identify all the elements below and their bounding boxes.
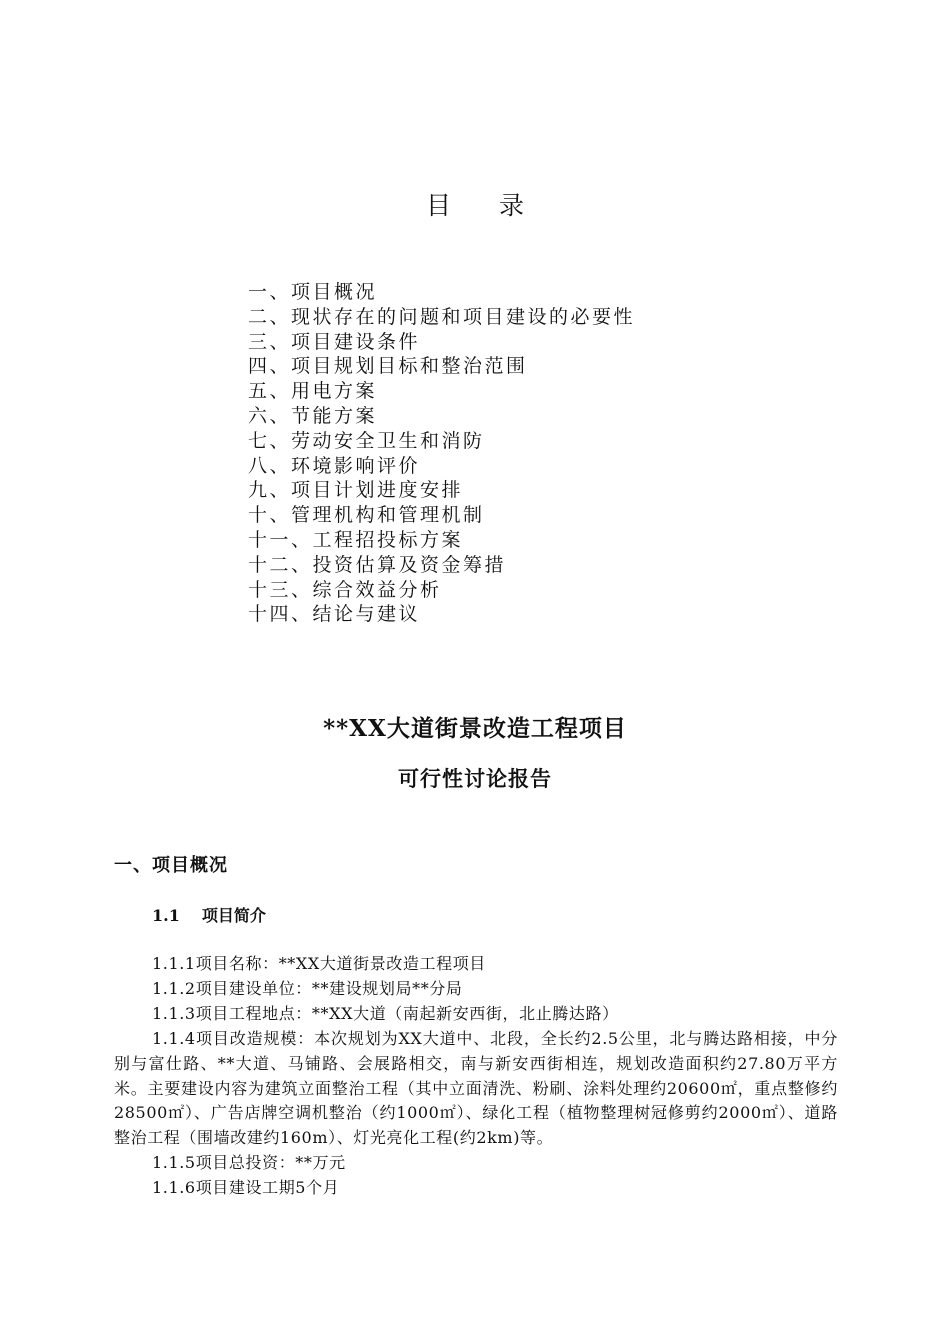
section-heading: 一、项目概况 <box>114 855 228 876</box>
toc-item: 四、项目规划目标和整治范围 <box>248 355 528 378</box>
paragraph-construction-unit: 1.1.2项目建设单位：**建设规划局**分局 <box>152 978 463 998</box>
toc-list <box>248 280 635 627</box>
toc-item: 一、项目概况 <box>248 281 378 303</box>
toc-title: 目录 <box>425 191 572 220</box>
paragraph-project-scale: 1.1.4项目改造规模：本次规划为XX大道中、北段，全长约2.5公里，北与腾达路相接，中分别与富仕路、**大道、马铺路、会展路相交，南与新安西街相连，规划改造面积约27.80万平方米。主要建设内容为建筑立面整治工程（其中立面清洗、粉刷、涂料处理约20600㎡，重点整修约28500㎡）、广告店牌空调机整治（约1000㎡）、绿化工程（植物整理树冠修剪约2000㎡）、道路整治工程（围墙改建约160m）、灯光亮化工程(约2km)等。 <box>114 1028 838 1148</box>
toc-item: 六、节能方案 <box>248 404 378 427</box>
toc-item: 七、劳动安全卫生和消防 <box>248 429 485 452</box>
subsection-number: 1.1 <box>152 906 180 925</box>
toc-item: 十、管理机构和管理机制 <box>248 504 485 527</box>
paragraph-construction-period: 1.1.6项目建设工期5个月 <box>152 1178 340 1198</box>
document-subtitle: 可行性讨论报告 <box>398 766 552 791</box>
toc-item: 十一、工程招投标方案 <box>248 528 464 551</box>
toc-item: 五、用电方案 <box>248 380 378 403</box>
toc-item: 九、项目计划进度安排 <box>248 479 464 502</box>
toc-item: 十三、综合效益分析 <box>248 578 442 601</box>
section-body <box>114 952 838 1201</box>
paragraph-project-name: 1.1.1项目名称：**XX大道街景改造工程项目 <box>152 954 486 973</box>
toc-item: 八、环境影响评价 <box>248 454 421 477</box>
toc-item: 三、项目建设条件 <box>248 330 421 353</box>
document-title: **XX大道街景改造工程项目 <box>323 715 627 742</box>
toc-item: 十二、投资估算及资金筹措 <box>248 553 507 576</box>
paragraph-project-location: 1.1.3项目工程地点：**XX大道（南起新安西街，北止腾达路） <box>152 1003 619 1023</box>
toc-item: 十四、结论与建议 <box>248 603 421 626</box>
subsection-title: 项目简介 <box>201 906 266 925</box>
toc-item: 二、现状存在的问题和项目建设的必要性 <box>248 305 636 328</box>
subsection-heading <box>152 903 266 926</box>
paragraph-total-investment: 1.1.5项目总投资：**万元 <box>152 1153 346 1173</box>
